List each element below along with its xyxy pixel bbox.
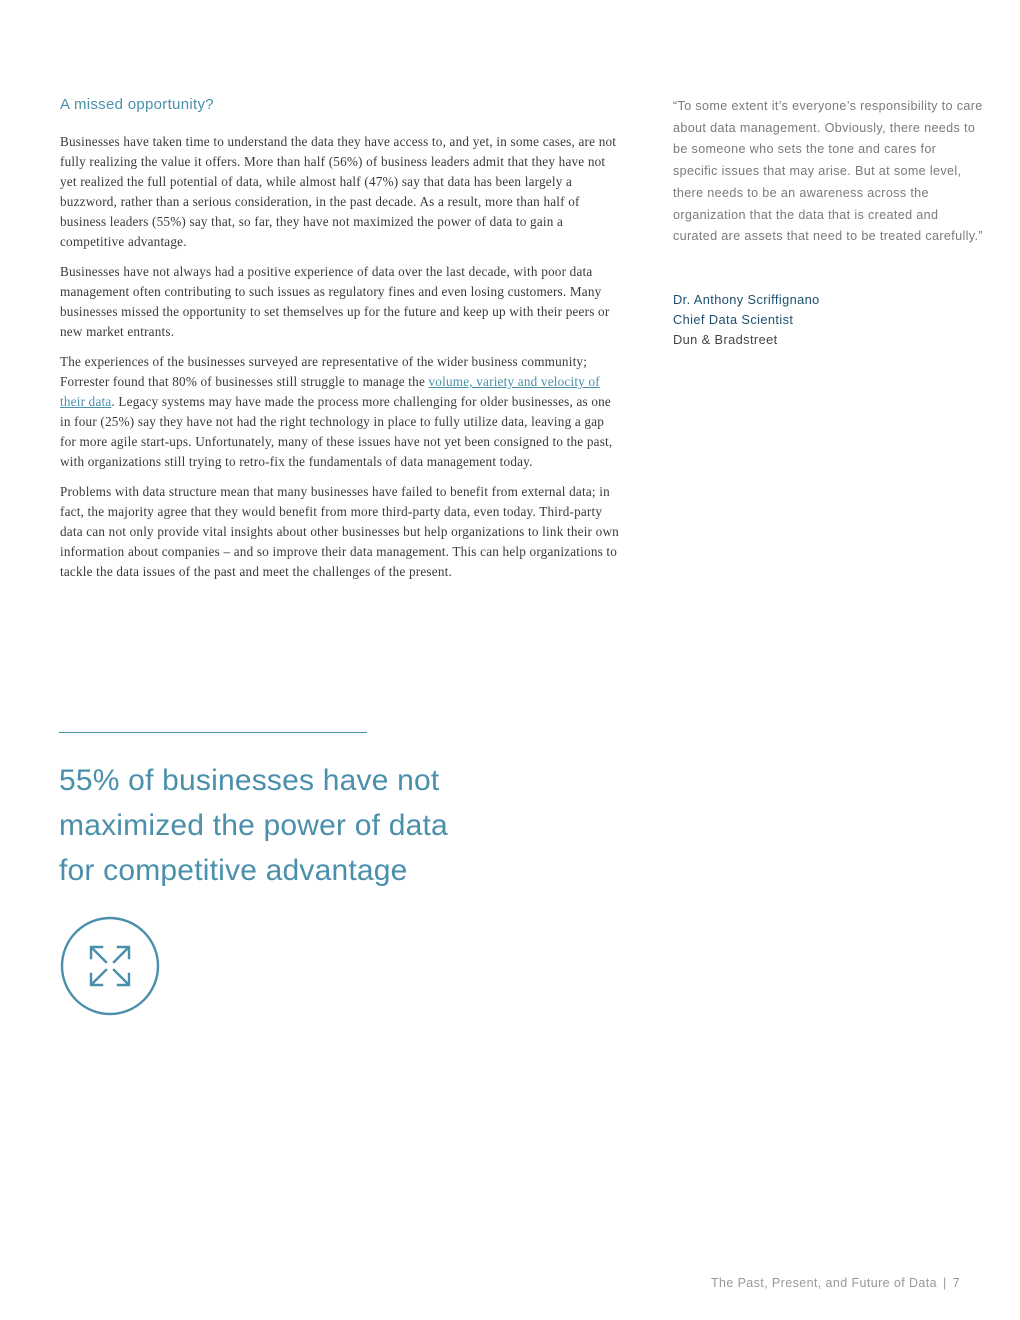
callout-statistic [59, 758, 529, 893]
page-number: 7 [952, 1276, 960, 1290]
pull-quote: “To some extent it’s everyone’s responsibility to care about data management. Obviously, there needs to be someone who sets the tone and cares for specific issues that may arise. But at some level, there needs to be an awareness across the organization that the data that is created and curated are assets that need to be treated carefully.” [673, 99, 983, 244]
callout-line-1: 55% of businesses have not [59, 764, 440, 797]
body-paragraph-4: Problems with data structure mean that many businesses have failed to benefit from external data; in fact, the majority agree that they would benefit from more third-party data, even today. Third-party data can not only provide vital insights about other businesses but help organizations to link their own information about companies – and so improve their data management. This can help organizations to tackle the data issues of the past and meet the challenges of the present. [60, 484, 619, 579]
body-paragraph-3 [60, 352, 620, 472]
attribution-title: Chief Data Scientist [673, 312, 794, 327]
callout-line-3: for competitive advantage [59, 854, 408, 887]
body-column [60, 132, 620, 592]
callout-line-2: maximized the power of data [59, 809, 448, 842]
attribution-name: Dr. Anthony Scriffignano [673, 292, 820, 307]
section-heading: A missed opportunity? [60, 96, 214, 113]
attribution-organization: Dun & Bradstreet [673, 332, 778, 347]
callout-divider [59, 732, 367, 733]
volume-variety-velocity-link[interactable]: volume, variety and velocity of their data [60, 374, 600, 409]
paragraph-3-text-start: The experiences of the businesses surveyed are representative of the wider business community; Forrester found that 80% of businesses still struggle to manage the [60, 354, 588, 389]
paragraph-3-text-end: . Legacy systems may have made the process more challenging for older businesses, as one in four (25%) say they have not had the right technology in place to fully utilize data, leaving a gap for more agile start-ups. Unfortunately, many of these issues have not yet been consigned to the past, with organizations still trying to retro-fix the fundamentals of data management today. [60, 394, 613, 469]
quote-attribution [673, 290, 820, 350]
body-paragraph-2: Businesses have not always had a positive experience of data over the last decade, with poor data management often contributing to such issues as regulatory fines and even losing customers. Many businesses missed the opportunity to set themselves up for the future and keep up with their peers or new market entrants. [60, 264, 610, 339]
footer-separator: | [942, 1276, 947, 1290]
expand-arrows-icon [60, 916, 160, 1016]
page-footer [711, 1276, 960, 1290]
body-paragraph-1: Businesses have taken time to understand the data they have access to, and yet, in some cases, are not fully realizing the value it offers. More than half (56%) of business leaders admit that they have not yet realized the full potential of data, while almost half (47%) say that data has been largely a buzzword, rather than a serious consideration, in the past decade. As a result, more than half of business leaders (55%) say that, so far, they have not maximized the power of data to gain a competitive advantage. [60, 134, 617, 249]
footer-document-title: The Past, Present, and Future of Data [710, 1276, 937, 1290]
